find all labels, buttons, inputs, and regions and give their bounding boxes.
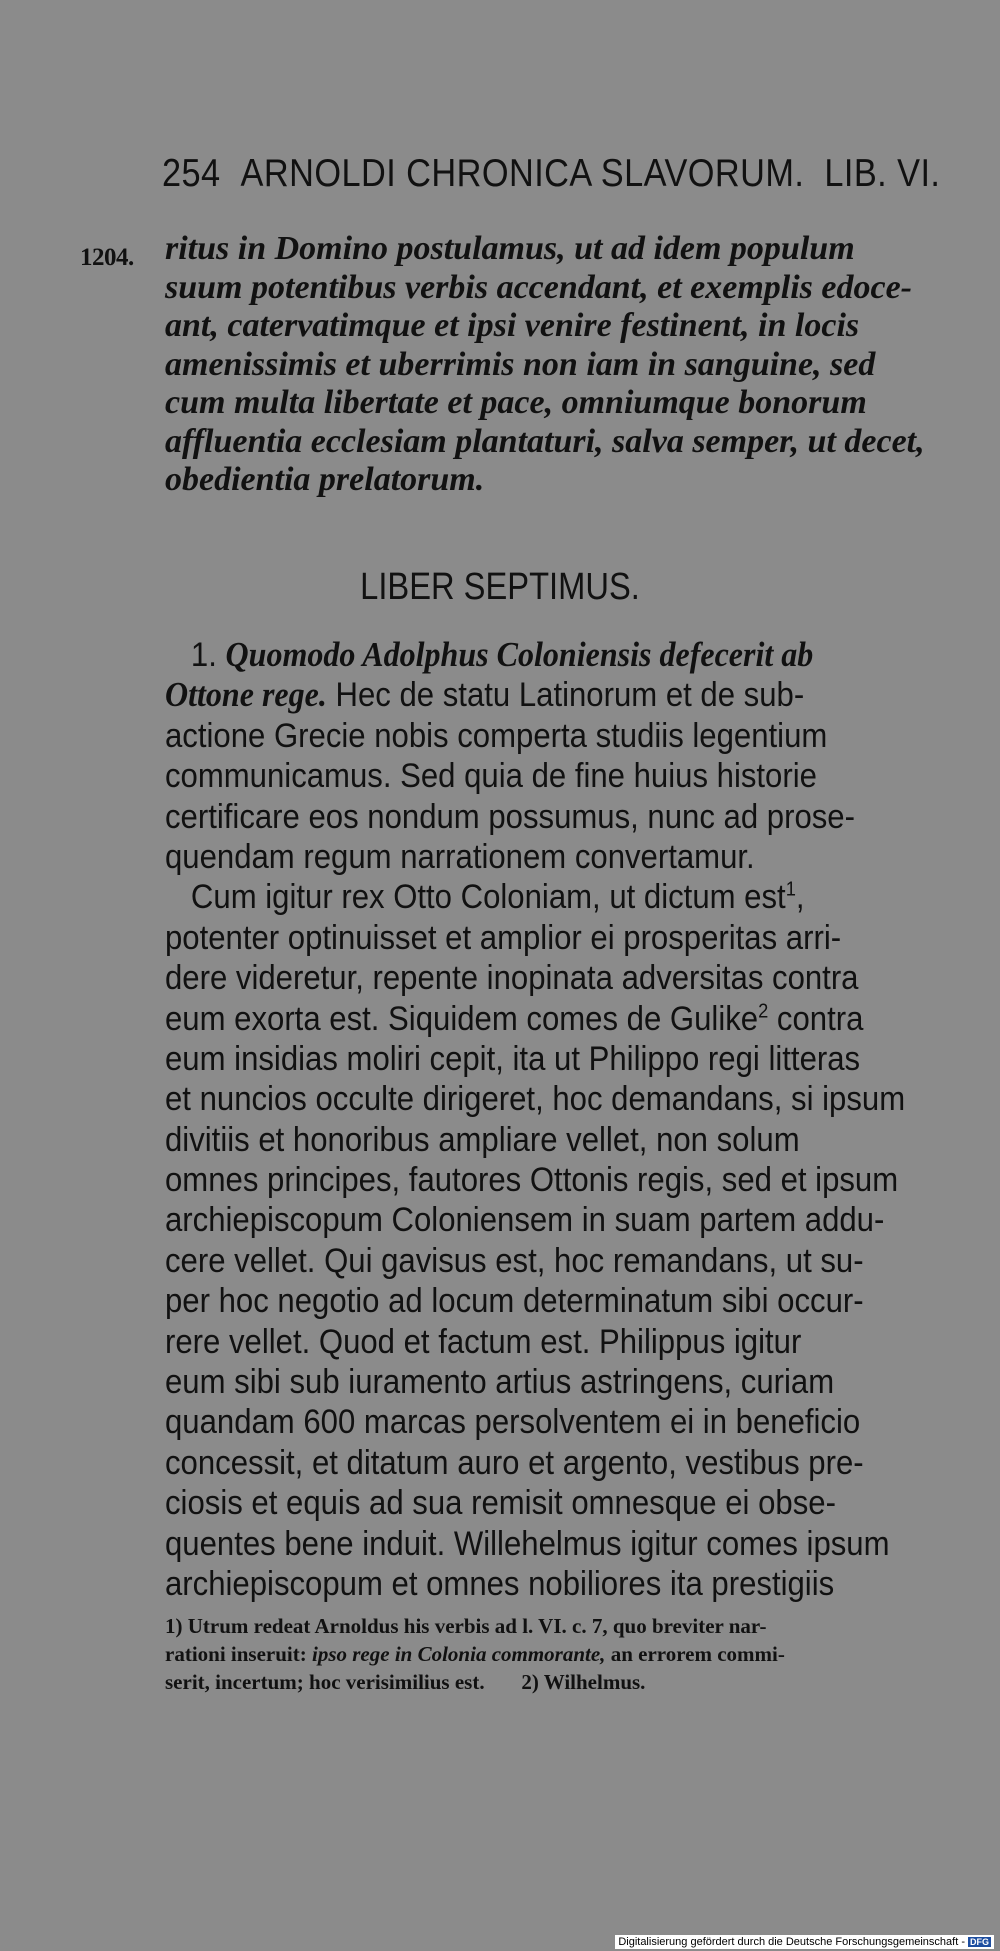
text-line: obedientia prelatorum.: [165, 461, 485, 498]
footnote-line: [165, 1640, 965, 1668]
text-line: certificare eos nondum possumus, nunc ad prose-: [165, 797, 855, 836]
digitization-credit: [615, 1935, 994, 1949]
text-line: actione Grecie nobis comperta studiis legentium: [165, 716, 828, 755]
text-line: archiepiscopum Coloniensem in suam partem addu-: [165, 1201, 885, 1240]
text-line: potenter optinuisset et amplior ei prosperitas arri-: [165, 918, 842, 957]
footnote-line: 1) Utrum redeat Arnoldus his verbis ad l. VI. c. 7, quo breviter nar-: [165, 1614, 767, 1638]
text-line: quentes bene induit. Willehelmus igitur comes ipsum: [165, 1524, 890, 1563]
chapter-title-cont: Ottone rege.: [165, 675, 327, 715]
text-segment: ,: [795, 878, 805, 917]
chapter-number: 1.: [190, 636, 217, 674]
text-segment: eum exorta est. Siquidem comes de Gulike: [165, 999, 759, 1038]
text-line: ciosis et equis ad sua remisit omnesque ei obse-: [165, 1484, 836, 1523]
text-segment: Hec de statu Latinorum et de sub-: [335, 676, 805, 715]
text-line: quendam regum narrationem convertamur.: [165, 837, 755, 876]
text-line: amenissimis et uberrimis non iam in sanguine, sed: [165, 345, 876, 383]
text-line: suum potentibus verbis accendant, et exemplis edoce-: [165, 268, 912, 306]
text-line: rere vellet. Quod et factum est. Philippus igitur: [165, 1322, 802, 1361]
footnote-2: 2) Wilhelmus.: [521, 1670, 646, 1694]
text-line: divitiis et honoribus ampliare vellet, non solum: [165, 1120, 800, 1159]
text-line: cere vellet. Qui gavisus est, hoc remandans, ut su-: [165, 1241, 864, 1280]
text-line: ant, catervatimque et ipsi venire festinent, in locis: [165, 307, 860, 344]
text-line: et nuncios occulte dirigeret, hoc demandans, si ipsum: [165, 1080, 906, 1119]
text-line: eum insidias moliri cepit, ita ut Philippo regi litteras: [165, 1039, 861, 1078]
margin-year: 1204.: [80, 244, 134, 271]
chapter-heading-line: [165, 675, 883, 715]
text-line: quandam 600 marcas persolventem ei in beneficio: [165, 1403, 861, 1442]
page-number: 254: [162, 152, 221, 195]
running-title: ARNOLDI CHRONICA SLAVORUM.: [240, 152, 805, 195]
text-line: cum multa libertate et pace, omniumque bonorum: [165, 384, 867, 421]
chapter-body: [165, 635, 906, 1604]
footnote-ref: 1: [785, 879, 796, 902]
book-title: LIBER SEPTIMUS.: [360, 566, 640, 608]
text-segment: contra: [768, 999, 864, 1038]
text-segment-italic: ipso rege in Colonia commorante,: [312, 1642, 606, 1666]
text-segment: rationi inseruit:: [165, 1642, 312, 1666]
text-line: concessit, et ditatum auro et argento, vestibus pre-: [165, 1443, 864, 1482]
book-reference: LIB. VI.: [824, 152, 941, 195]
text-line: [165, 999, 883, 1039]
text-segment: serit, incertum; hoc verisimilius est.: [165, 1670, 485, 1694]
text-segment: an errorem commi-: [605, 1642, 785, 1666]
dfg-logo-icon: DFG: [970, 1937, 989, 1947]
chapter-heading-line: [165, 635, 883, 675]
text-line: omnes principes, fautores Ottonis regis, sed et ipsum: [165, 1161, 899, 1200]
text-line: dere videretur, repente inopinata adversitas contra: [165, 959, 859, 998]
running-header: [162, 152, 941, 196]
text-line: archiepiscopum et omnes nobiliores ita prestigiis: [165, 1564, 835, 1603]
text-line: ritus in Domino postulamus, ut ad idem populum: [165, 230, 855, 267]
footnote-ref: 2: [758, 1000, 769, 1023]
text-line: [165, 877, 883, 917]
text-segment: Cum igitur rex Otto Coloniam, ut dictum est: [190, 878, 786, 917]
footnotes: [165, 1612, 965, 1696]
italic-paragraph: [165, 230, 950, 500]
text-line: per hoc negotio ad locum determinatum sibi occur-: [165, 1282, 864, 1321]
credit-text: Digitalisierung gefördert durch die Deutsche Forschungsgemeinschaft -: [618, 1936, 965, 1948]
text-line: eum sibi sub iuramento artius astringens, curiam: [165, 1363, 835, 1402]
text-line: communicamus. Sed quia de fine huius historie: [165, 757, 817, 796]
chapter-title: Quomodo Adolphus Coloniensis defecerit ab: [225, 635, 814, 674]
footnote-line: [165, 1668, 965, 1696]
text-line: affluentia ecclesiam plantaturi, salva semper, ut decet,: [165, 422, 925, 460]
